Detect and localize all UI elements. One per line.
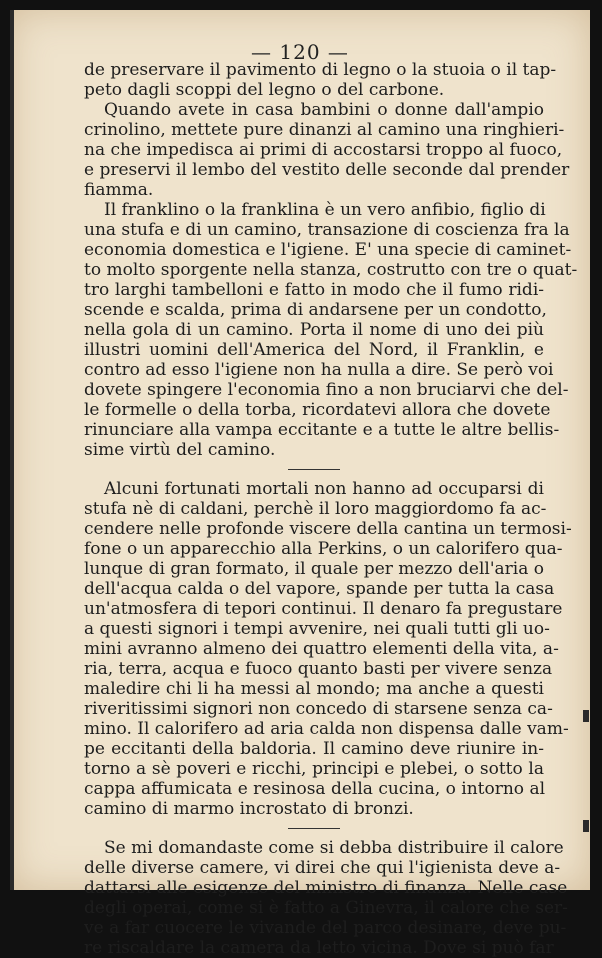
text-line: illustri uomini dell'America del Nord, il Franklin, e — [84, 340, 544, 360]
text-line: mini avranno almeno dei quattro elementi della vita, a- — [84, 639, 559, 659]
text-line: camino di marmo incrostato di bronzi. — [84, 799, 414, 819]
text-line: re riscaldare la camera da letto vicina. Dove si può far — [84, 938, 554, 958]
paragraph — [84, 479, 572, 819]
text-line: dattarsi alle esigenze del ministro di finanza. Nelle case — [84, 878, 568, 898]
paragraph — [84, 838, 568, 958]
text-line: ria, terra, acqua e fuoco quanto basti per vivere senza — [84, 659, 553, 679]
text-line: riveritissimi signori non concedo di starsene senza ca- — [84, 699, 553, 719]
text-line: torno a sè poveri e ricchi, principi e plebei, o sotto la — [84, 759, 544, 779]
text-line: contro ad esso l'igiene non ha nulla a dire. Se però voi — [84, 360, 554, 380]
text-line: e preservi il lembo del vestito delle seconde dal prender — [84, 160, 570, 180]
scan-edge-mark — [583, 820, 589, 832]
text-line: a questi signori i tempi avvenire, nei quali tutti gli uo- — [84, 619, 550, 639]
text-line: delle diverse camere, vi direi che qui l'igienista deve a- — [84, 858, 561, 878]
text-line: Alcuni fortunati mortali non hanno ad occuparsi di — [104, 479, 544, 499]
text-line: stufa nè di caldani, perchè il loro maggiordomo fa ac- — [84, 499, 547, 519]
text-line: Quando avete in casa bambini o donne dall'ampio — [104, 100, 544, 120]
text-line: ve a far cuocere le vivande del parco desinare, deve pu- — [84, 918, 567, 938]
text-line: sime virtù del camino. — [84, 440, 276, 460]
text-line: dovete spingere l'economia fino a non bruciarvi che del- — [84, 380, 569, 400]
text-line: maledire chi li ha messi al mondo; ma anche a questi — [84, 679, 544, 699]
text-line: dell'acqua calda o del vapore, spande per tutta la casa — [84, 579, 555, 599]
text-line: tro larghi tambelloni e fatto in modo che il fumo ridi- — [84, 280, 544, 300]
scan-edge-mark — [583, 710, 589, 722]
section-divider — [288, 828, 340, 829]
text-line: na che impedisca ai primi di accostarsi troppo al fuoco, — [84, 140, 563, 160]
text-line: cappa affumicata e resinosa della cucina, o intorno al — [84, 779, 546, 799]
text-line: degli operai, come si è fatto a Ginevra, il calore che ser- — [84, 898, 568, 918]
text-line: nella gola di un camino. Porta il nome di uno dei più — [84, 320, 544, 340]
section-divider — [288, 469, 340, 470]
scan-edge — [10, 10, 14, 890]
text-line: rinunciare alla vampa eccitante e a tutte le altre bellis- — [84, 420, 560, 440]
text-line: una stufa e di un camino, transazione di coscienza fra la — [84, 220, 570, 240]
paragraph — [84, 200, 578, 460]
text-line: Il franklino o la franklina è un vero anfibio, figlio di — [104, 200, 546, 220]
paragraph — [84, 60, 557, 100]
text-line: peto dagli scoppi del legno o del carbone. — [84, 80, 445, 100]
text-line: pe eccitanti della baldoria. Il camino deve riunire in- — [84, 739, 544, 759]
text-line: crinolino, mettete pure dinanzi al camino una ringhieri- — [84, 120, 565, 140]
text-line: Se mi domandaste come si debba distribuire il calore — [104, 838, 564, 858]
text-line: de preservare il pavimento di legno o la stuoia o il tap- — [84, 60, 557, 80]
page-body — [84, 60, 578, 958]
paragraph — [84, 100, 570, 200]
text-line: le formelle o della torba, ricordatevi allora che dovete — [84, 400, 551, 420]
text-line: economia domestica e l'igiene. E' una specie di caminet- — [84, 240, 572, 260]
text-line: lunque di gran formato, il quale per mezzo dell'aria o — [84, 559, 544, 579]
page-number: — 120 — — [251, 40, 349, 64]
text-line: fiamma. — [84, 180, 154, 200]
text-line: fone o un apparecchio alla Perkins, o un calorifero qua- — [84, 539, 563, 559]
text-line: to molto sporgente nella stanza, costrutto con tre o quat- — [84, 260, 578, 280]
text-line: scende e scalda, prima di andarsene per un condotto, — [84, 300, 547, 320]
text-line: un'atmosfera di tepori continui. Il denaro fa pregustare — [84, 599, 563, 619]
text-line: cendere nelle profonde viscere della cantina un termosi- — [84, 519, 572, 539]
text-line: mino. Il calorifero ad aria calda non dispensa dalle vam- — [84, 719, 569, 739]
